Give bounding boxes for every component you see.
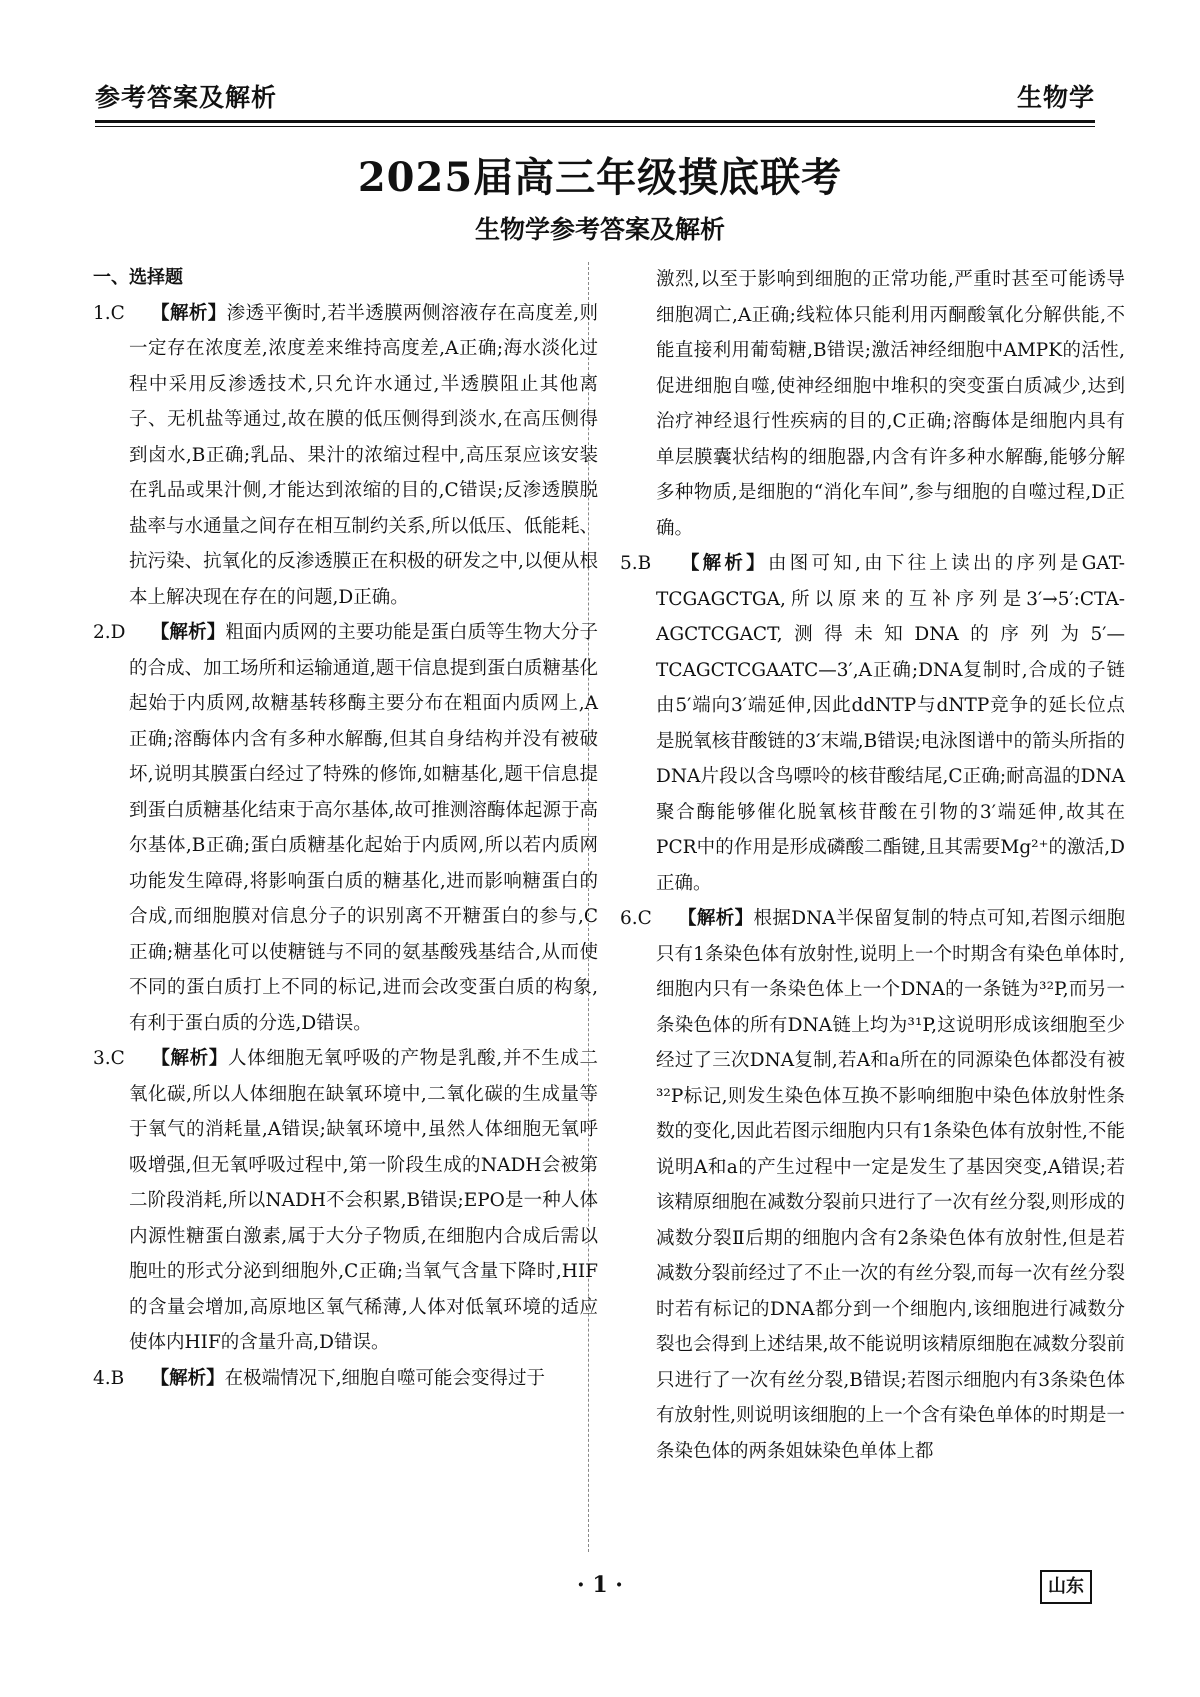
header-rule-thick <box>95 120 1095 123</box>
answer-item-1 <box>93 296 598 616</box>
region-badge: 山东 <box>1040 1570 1092 1604</box>
analysis-tag: 【解析】 <box>150 1367 225 1389</box>
item-number: 1. <box>93 302 111 324</box>
item-text: 人体细胞无氧呼吸的产物是乳酸,并不生成二氧化碳,所以人体细胞在缺氧环境中,二氧化碳的生成量等于氧气的消耗量,A错误;缺氧环境中,虽然人体细胞无氧呼吸增强,但无氧呼吸过程中,第一阶段生成的NADH会被第二阶段消耗,所以NADH不会积累,B错误;EPO是一种人体内源性糖蛋白激素,属于大分子物质,在细胞内合成后需以胞吐的形式分泌到细胞外,C正确;当氧气含量下降时,HIF的含量会增加,高原地区氧气稀薄,人体对低氧环境的适应使体内HIF的含量升高,D错误。 <box>129 1048 598 1353</box>
answer-item-3 <box>93 1041 598 1361</box>
item-answer: C <box>110 302 125 324</box>
answer-item-4-continued <box>620 262 1125 546</box>
analysis-tag: 【解析】 <box>150 1048 228 1069</box>
item-answer: B <box>110 1367 125 1389</box>
item-number: 5. <box>620 553 638 574</box>
right-column <box>620 262 1125 1469</box>
section-heading: 一、选择题 <box>93 267 183 288</box>
item-number: 6. <box>620 908 638 929</box>
header-subject: 生物学 <box>1016 83 1095 112</box>
answer-item-5 <box>620 546 1125 901</box>
item-number: 3. <box>93 1048 111 1069</box>
item-number: 2. <box>93 622 111 643</box>
item-text: 根据DNA半保留复制的特点可知,若图示细胞只有1条染色体有放射性,说明上一个时期含有染色单体时,细胞内只有一条染色体上一个DNA的一条链为³²P,而另一条染色体的所有DNA链上均为³¹P,这说明形成该细胞至少经过了三次DNA复制,若A和a所在的同源染色体都没有被³²P标记,则发生染色体互换不影响细胞中染色体放射性条数的变化,因此若图示细胞内只有1条染色体有放射性,不能说明A和a的产生过程中一定是发生了基因突变,A错误;若该精原细胞在减数分裂前只进行了一次有丝分裂,则形成的减数分裂Ⅱ后期的细胞内含有2条染色体有放射性,但是若减数分裂前经过了不止一次的有丝分裂,而每一次有丝分裂时若有标记的DNA都分到一个细胞内,该细胞进行减数分裂也会得到上述结果,故不能说明该精原细胞在减数分裂前只进行了一次有丝分裂,B错误;若图示细胞内有3条染色体有放射性,则说明该细胞的上一个含有染色单体的时期是一条染色体的两条姐妹染色单体上都 <box>656 908 1125 1462</box>
left-column <box>93 260 598 1396</box>
running-header <box>95 78 1095 118</box>
item-answer: C <box>110 1048 125 1069</box>
item-text: 由图可知,由下往上读出的序列是GAT-TCGAGCTGA,所以原来的互补序列是3′→5′:CTA-AGCTCGACT,测得未知DNA的序列为5′—TCAGCTCGAATC—3′,A正确;DNA复制时,合成的子链由5′端向3′端延伸,因此ddNTP与dNTP竞争的延长位点是脱氧核苷酸链的3′末端,B错误;电泳图谱中的箭头所指的DNA片段以含鸟嘌呤的核苷酸结尾,C正确;耐高温的DNA聚合酶能够催化脱氧核苷酸在引物的3′端延伸,故其在PCR中的作用是形成磷酸二酯键,且其需要Mg²⁺的激活,D正确。 <box>656 553 1125 894</box>
item-answer: D <box>110 622 126 643</box>
header-rule-thin <box>95 126 1095 127</box>
analysis-tag: 【解析】 <box>150 622 226 643</box>
answer-item-6 <box>620 901 1125 1469</box>
answer-item-4 <box>93 1361 598 1397</box>
item-number: 4. <box>93 1367 111 1389</box>
analysis-tag: 【解析】 <box>677 553 768 574</box>
page-subtitle: 生物学参考答案及解析 <box>474 215 725 244</box>
page-title: 2025届高三年级摸底联考 <box>357 154 843 201</box>
item-text: 渗透平衡时,若半透膜两侧溶液存在高度差,则一定存在浓度差,浓度差来维持高度差,A正确;海水淡化过程中采用反渗透技术,只允许水通过,半透膜阻止其他离子、无机盐等通过,故在膜的低压侧得到淡水,在高压侧得到卤水,B正确;乳品、果汁的浓缩过程中,高压泵应该安装在乳品或果汁侧,才能达到浓缩的目的,C错误;反渗透膜脱盐率与水通量之间存在相互制约关系,所以低压、低能耗、抗污染、抗氧化的反渗透膜正在积极的研发之中,以便从根本上解决现在存在的问题,D正确。 <box>129 302 598 608</box>
item-text: 粗面内质网的主要功能是蛋白质等生物大分子的合成、加工场所和运输通道,题干信息提到蛋白质糖基化起始于内质网,故糖基转移酶主要分布在粗面内质网上,A正确;溶酶体内含有多种水解酶,但其自身结构并没有被破坏,说明其膜蛋白经过了特殊的修饰,如糖基化,题干信息提到蛋白质糖基化结束于高尔基体,故可推测溶酶体起源于高尔基体,B正确;蛋白质糖基化起始于内质网,所以若内质网功能发生障碍,将影响蛋白质的糖基化,进而影响糖蛋白的合成,而细胞膜对信息分子的识别离不开糖蛋白的参与,C正确;糖基化可以使糖链与不同的氨基酸残基结合,从而使不同的蛋白质打上不同的标记,进而会改变蛋白质的构象,有利于蛋白质的分选,D错误。 <box>129 622 598 1034</box>
page-number: · 1 · <box>577 1572 623 1598</box>
header-left-label: 参考答案及解析 <box>95 83 278 112</box>
item-text: 在极端情况下,细胞自噬可能会变得过于 <box>224 1367 546 1389</box>
item-answer: B <box>637 553 652 574</box>
answer-item-2 <box>93 615 598 1041</box>
item-text: 激烈,以至于影响到细胞的正常功能,严重时甚至可能诱导细胞凋亡,A正确;线粒体只能利用丙酮酸氧化分解供能,不能直接利用葡萄糖,B错误;激活神经细胞中AMPK的活性,促进细胞自噬,使神经细胞中堆积的突变蛋白质减少,达到治疗神经退行性疾病的目的,C正确;溶酶体是细胞内具有单层膜囊状结构的细胞器,内含有许多种水解酶,能够分解多种物质,是细胞的“消化车间”,参与细胞的自噬过程,D正确。 <box>656 269 1125 539</box>
analysis-tag: 【解析】 <box>677 908 754 929</box>
analysis-tag: 【解析】 <box>150 302 227 324</box>
item-answer: C <box>637 908 652 929</box>
